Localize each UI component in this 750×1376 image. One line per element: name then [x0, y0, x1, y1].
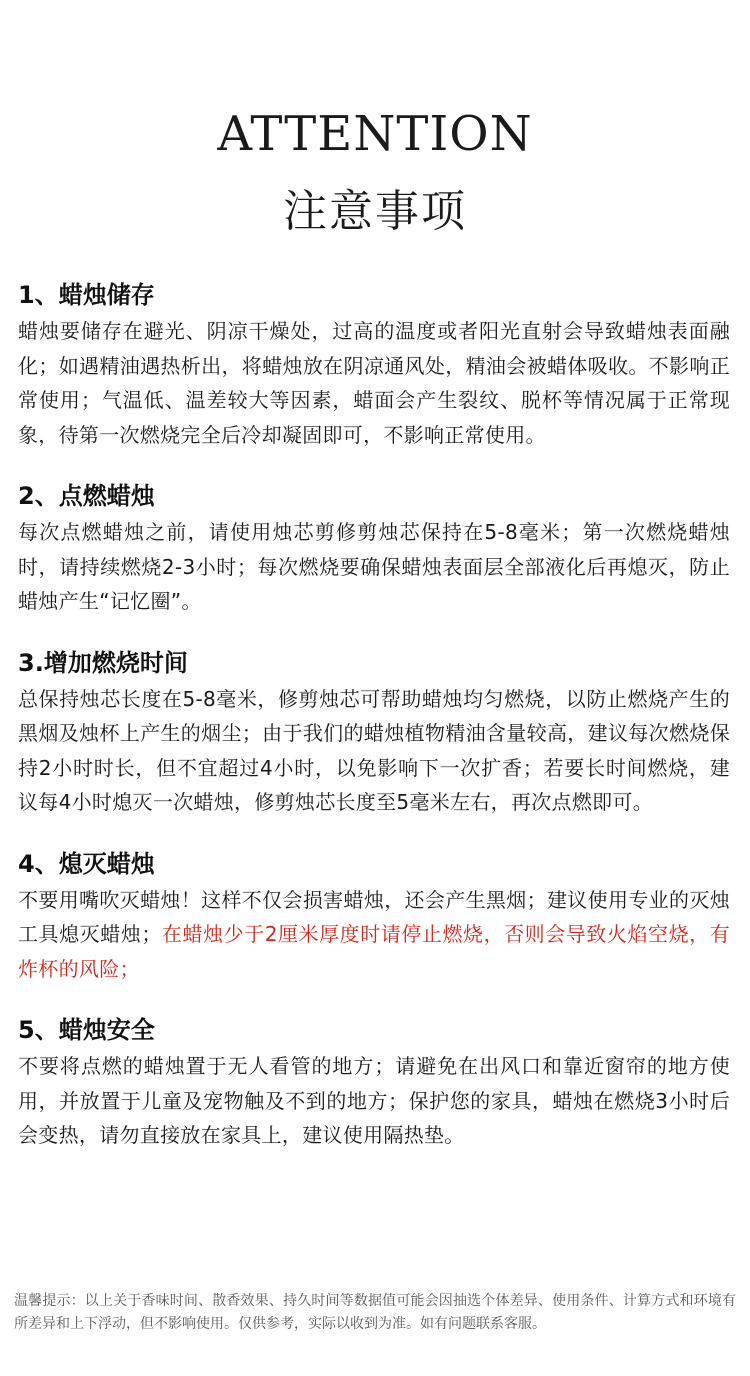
section-candle-safety — [18, 1013, 730, 1153]
section-heading: 3.增加燃烧时间 — [18, 648, 188, 677]
section-body: 每次点燃蜡烛之前，请使用烛芯剪修剪烛芯保持在5-8毫米；第一次燃烧蜡烛时，请持续燃烧2-3小时；每次燃烧要确保蜡烛表面层全部液化后再熄灭，防止蜡烛产生“记忆圈”。 — [18, 520, 730, 613]
section-heading: 1、蜡烛储存 — [18, 281, 155, 309]
section-heading: 4、熄灭蜡烛 — [18, 849, 155, 878]
warning-text: 在蜡烛少于2厘米厚度时请停止燃烧，否则会导致火焰空烧，有炸杯的风险； — [18, 922, 730, 981]
title-english: ATTENTION — [217, 106, 533, 162]
section-heading: 5、蜡烛安全 — [18, 1016, 155, 1044]
notice-sections — [18, 278, 730, 1153]
section-candle-storage — [18, 278, 730, 452]
title-chinese: 注意事项 — [283, 186, 467, 237]
page-header — [0, 106, 750, 238]
section-body: 蜡烛要储存在避光、阴凉干燥处，过高的温度或者阳光直射会导致蜡烛表面融化；如遇精油遇热析出，将蜡烛放在阴凉通风处，精油会被蜡体吸收。不影响正常使用；气温低、温差较大等因素，蜡面会产生裂纹、脱杯等情况属于正常现象，待第一次燃烧完全后冷却凝固即可，不影响正常使用。 — [18, 319, 730, 447]
section-lighting-candle — [18, 479, 730, 619]
section-body: 不要将点燃的蜡烛置于无人看管的地方；请避免在出风口和靠近窗帘的地方使用，并放置于儿童及宠物触及不到的地方；保护您的家具，蜡烛在燃烧3小时后会变热，请勿直接放在家具上，建议使用隔热垫。 — [18, 1054, 730, 1147]
section-body-text: 不要用嘴吹灭蜡烛！这样不仅会损害蜡烛，还会产生黑烟；建议使用专业的灭烛工具熄灭蜡烛； — [18, 887, 730, 946]
section-burn-time — [18, 646, 730, 820]
section-body: 总保持烛芯长度在5-8毫米，修剪烛芯可帮助蜡烛均匀燃烧，以防止燃烧产生的黑烟及烛杯上产生的烟尘；由于我们的蜡烛植物精油含量较高，建议每次燃烧保持2小时时长，但不宜超过4小时，以免影响下一次扩香；若要长时间燃烧，建议每4小时熄灭一次蜡烛，修剪烛芯长度至5毫米左右，再次点燃即可。 — [18, 686, 730, 814]
section-extinguishing — [18, 847, 730, 987]
footnote-tip: 温馨提示：以上关于香味时间、散香效果、持久时间等数据值可能会因抽选个体差异、使用条件、计算方式和环境有所差异和上下浮动，但不影响使用。仅供参考，实际以收到为准。如有问题联系客服。 — [14, 1293, 736, 1332]
section-heading: 2、点燃蜡烛 — [18, 482, 155, 510]
section-body — [18, 883, 730, 987]
